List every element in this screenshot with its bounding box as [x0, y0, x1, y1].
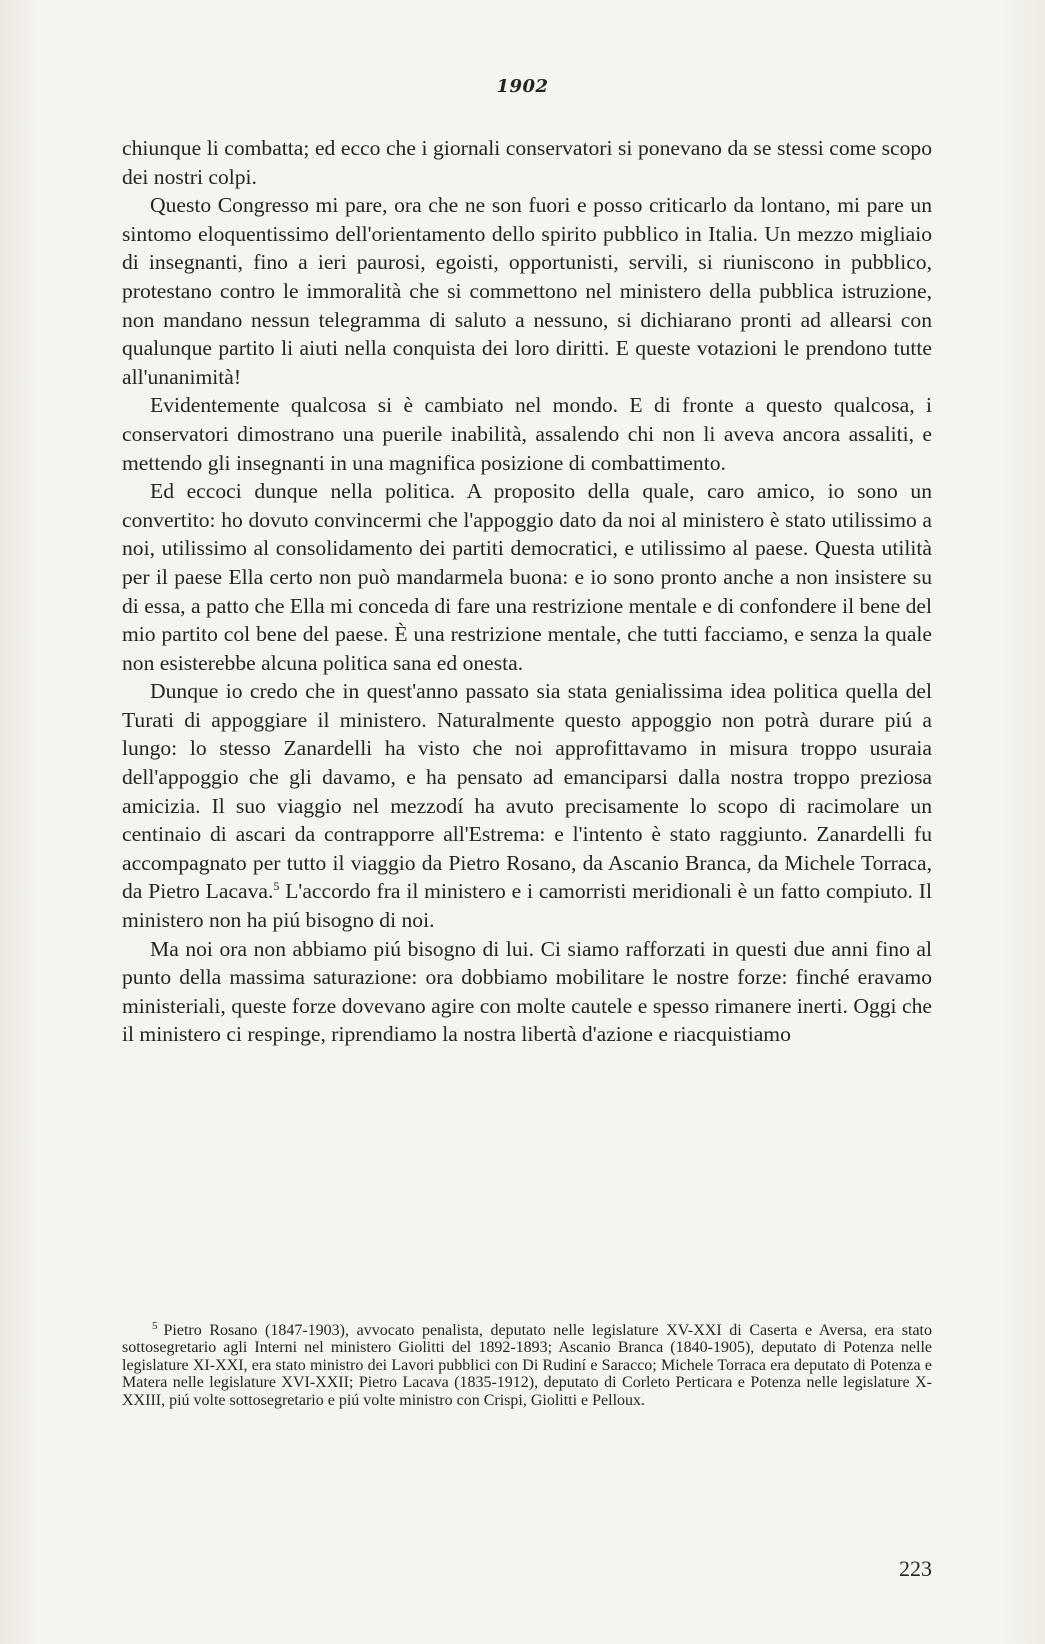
- footnote-reference[interactable]: 5: [273, 879, 280, 894]
- footnote-text: Pietro Rosano (1847-1903), avvocato penalista, deputato nelle legislature XV-XXI di Caserta e Aversa, era stato sottosegretario agli Interni nel ministero Giolitti del 1892-1893; Ascanio Branca (1840-1905), deputato di Potenza nelle legislature XI-XXI, era stato ministro dei Lavori pubblici con Di Rudiní e Saracco; Michele Torraca era deputato di Potenza e Matera nelle legislature XVI-XXII; Pietro Lacava (1835-1912), deputato di Corleto Perticara e Potenza nelle legislature X-XXIII, piú volte sottosegretario e piú volte ministro con Crispi, Giolitti e Pelloux.: [122, 1322, 932, 1409]
- paragraph-3: Evidentemente qualcosa si è cambiato nel mondo. E di fronte a questo qualcosa, i conservatori dimostrano una puerile inabilità, assalendo chi non li aveva ancora assaliti, e mettendo gli insegnanti in una magnifica posizione di combattimento.: [122, 393, 932, 475]
- paragraph-2: Questo Congresso mi pare, ora che ne son fuori e posso criticarlo da lontano, mi pare un sintomo eloquentissimo dell'orientamento dello spirito pubblico in Italia. Un mezzo migliaio di insegnanti, fino a ieri paurosi, egoisti, opportunisti, servili, si riuniscono in pubblico, protestano contro le immoralità che si commettono nel ministero della pubblica istruzione, non mandano nessun telegramma di saluto a nessuno, si dichiarano pronti ad allearsi con qualunque partito li aiuti nella conquista dei loro diritti. E queste votazioni le prendono tutte all'unanimità!: [122, 193, 932, 389]
- page-number: 223: [899, 1556, 932, 1581]
- body-text: [122, 134, 932, 1049]
- paragraph-5-text-a: Dunque io credo che in quest'anno passato sia stata genialissima idea politica quella del Turati di appoggiare il ministero. Naturalmente questo appoggio non potrà durare piú a lungo: lo stesso Zanardelli ha visto che noi approfittavamo in misura troppo usuraia dell'appoggio che gli davamo, e ha pensato ad emanciparsi dalla nostra troppo preziosa amicizia. Il suo viaggio nel mezzodí ha avuto precisamente lo scopo di racimolare un centinaio di ascari da contrapporre all'Estrema: e l'intento è stato raggiunto. Zanardelli fu accompagnato per tutto il viaggio da Pietro Rosano, da Ascanio Branca, da Michele Torraca, da Pietro Lacava.: [122, 679, 932, 904]
- running-head: 1902: [496, 76, 549, 97]
- footnote: [122, 1319, 932, 1409]
- paragraph-6: Ma noi ora non abbiamo piú bisogno di lui. Ci siamo rafforzati in questi due anni fino al punto della massima saturazione: ora dobbiamo mobilitare le nostre forze: finché eravamo ministeriali, queste forze dovevano agire con molte cautele e spesso rimanere inerti. Oggi che il ministero ci respinge, riprendiamo la nostra libertà d'azione e riacquistiamo: [122, 936, 932, 1047]
- footnote-number: 5: [152, 1319, 158, 1332]
- paragraph-5: [122, 677, 932, 934]
- paragraph-1: chiunque li combatta; ed ecco che i giornali conservatori si ponevano da se stessi come scopo dei nostri colpi.: [122, 136, 932, 189]
- paragraph-4: Ed eccoci dunque nella politica. A proposito della quale, caro amico, io sono un convertito: ho dovuto convincermi che l'appoggio dato da noi al ministero è stato utilissimo a noi, utilissimo al consolidamento dei partiti democratici, e utilissimo al paese. Questa utilità per il paese Ella certo non può mandarmela buona: e io sono pronto anche a non insistere su di essa, a patto che Ella mi conceda di fare una restrizione mentale e di confondere il bene del mio partito col bene del paese. È una restrizione mentale, che tutti facciamo, e senza la quale non esisterebbe alcuna politica sana ed onesta.: [122, 479, 933, 675]
- paragraph-5-text-b: L'accordo fra il ministero e i camorristi meridionali è un fatto compiuto. Il ministero non ha piú bisogno di noi.: [122, 879, 932, 933]
